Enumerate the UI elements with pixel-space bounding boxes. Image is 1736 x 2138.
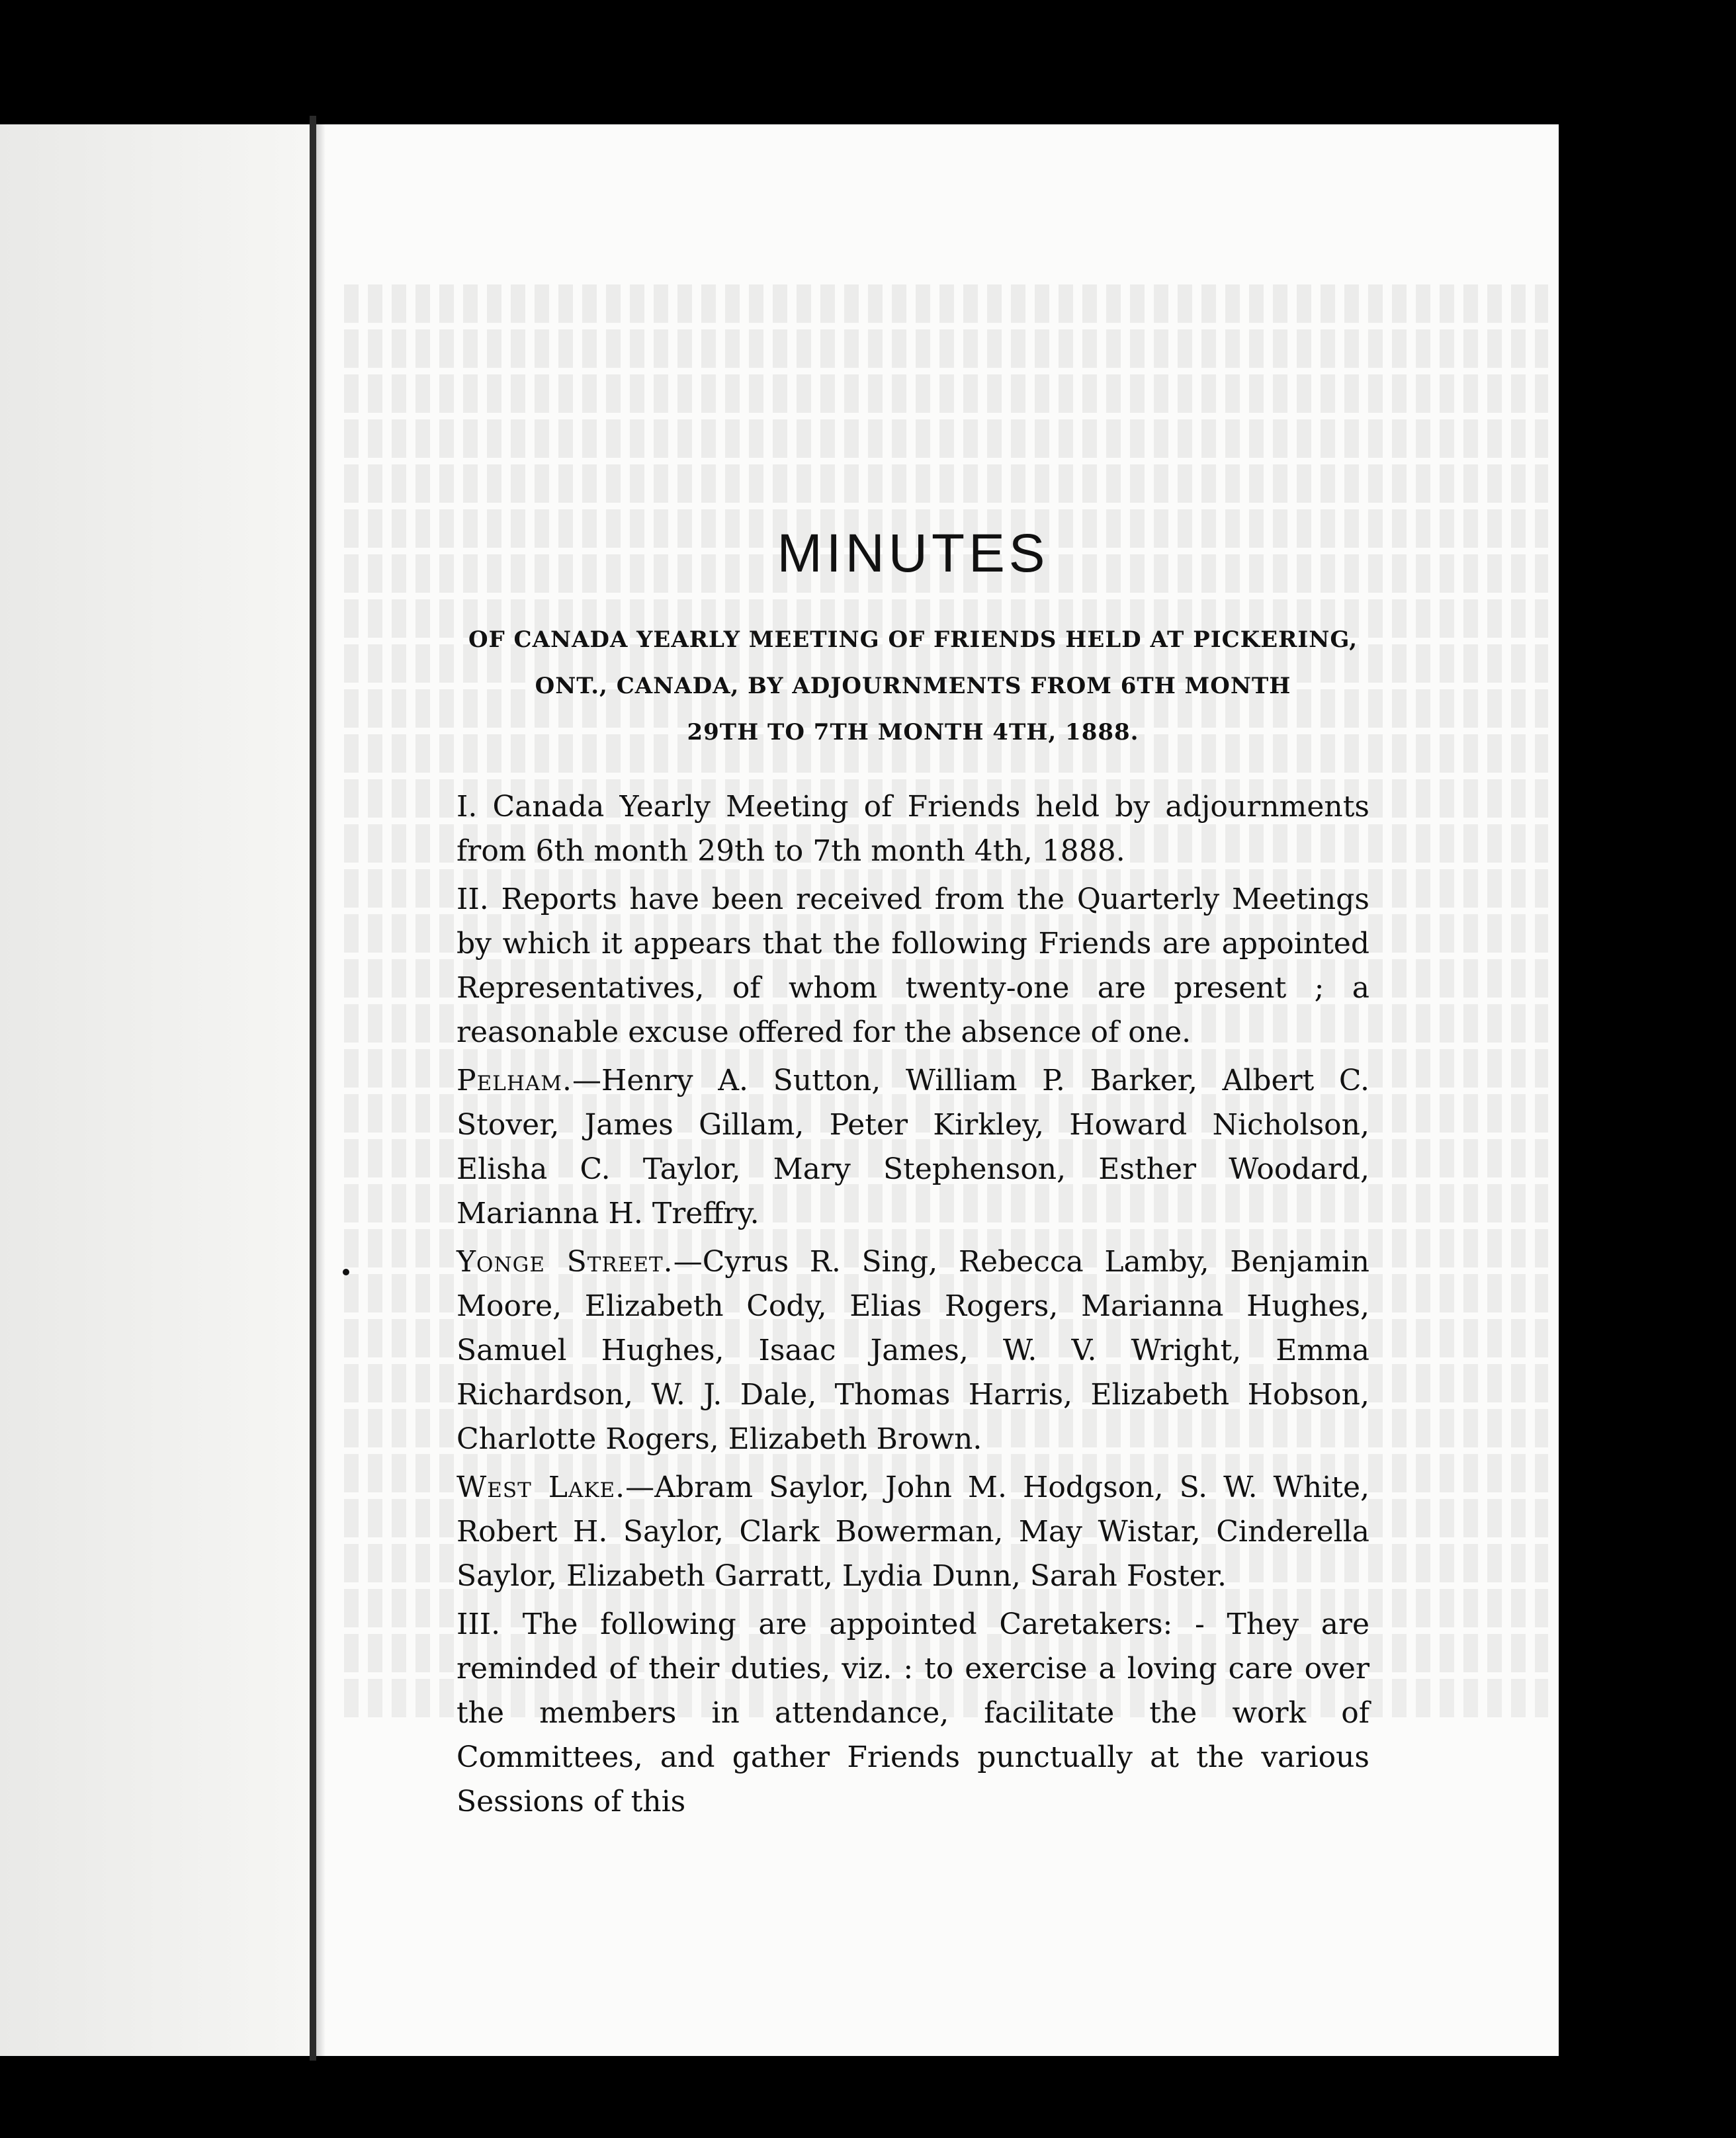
west-lake-names: —Abram Saylor, John M. Hodgson, S. W. White, Robert H. Saylor, Clark Bowerman, May Wistar, Cinderella Saylor, Elizabeth Garratt, Lydia Dunn, Sarah Foster.: [456, 1471, 1370, 1593]
subtitle-line: 29TH TO 7TH MONTH 4TH, 1888.: [687, 719, 1139, 746]
yonge-street-names: —Cyrus R. Sing, Rebecca Lamby, Benjamin Moore, Elizabeth Cody, Elias Rogers, Marianna Hughes, Samuel Hughes, Isaac James, W. V. Wright, Emma Richardson, W. J. Dale, Thomas Harris, Elizabeth Hobson, Charlotte Rogers, Elizabeth Brown.: [456, 1245, 1369, 1456]
subtitle-line: OF CANADA YEARLY MEETING OF FRIENDS HELD AT PICKERING,: [468, 626, 1358, 653]
document-body: [456, 523, 1369, 1828]
pelham-names: —Henry A. Sutton, William P. Barker, Albert C. Stover, James Gillam, Peter Kirkley, Howard Nicholson, Elisha C. Taylor, Mary Stephenson, Esther Woodard, Marianna H. Treffry.: [456, 1064, 1369, 1230]
document-title: MINUTES: [777, 523, 1049, 583]
minute-1: I. Canada Yearly Meeting of Friends held by adjournments from 6th month 29th to 7th month 4th, 1888.: [456, 790, 1369, 868]
facing-page-margin: [0, 124, 310, 2056]
pelham-representatives: [456, 1058, 1369, 1236]
yonge-street-representatives: [456, 1240, 1369, 1461]
subtitle-line: ONT., CANADA, BY ADJOURNMENTS FROM 6TH MONTH: [535, 673, 1291, 699]
west-lake-representatives: [456, 1465, 1369, 1598]
minute-2: II. Reports have been received from the Quarterly Meetings by which it appears that the following Friends are appointed Representatives, of whom twenty-one are present ; a reasonable excuse offered for the absence of one.: [456, 882, 1369, 1049]
yonge-street-heading: Yonge Street.: [456, 1245, 673, 1279]
gutter-shadow: [316, 124, 326, 2056]
page-gutter: [310, 116, 316, 2061]
minute-3: III. The following are appointed Caretakers: - They are reminded of their duties, viz. : to exercise a loving care over the members in attendance, facilitate the work of Committees, and gather Friends punctually at the various Sessions of this: [456, 1607, 1369, 1818]
pelham-heading: Pelham.: [456, 1064, 572, 1097]
west-lake-heading: West Lake.: [456, 1471, 626, 1504]
document-subtitle: [456, 617, 1369, 755]
margin-mark: [343, 1269, 349, 1275]
